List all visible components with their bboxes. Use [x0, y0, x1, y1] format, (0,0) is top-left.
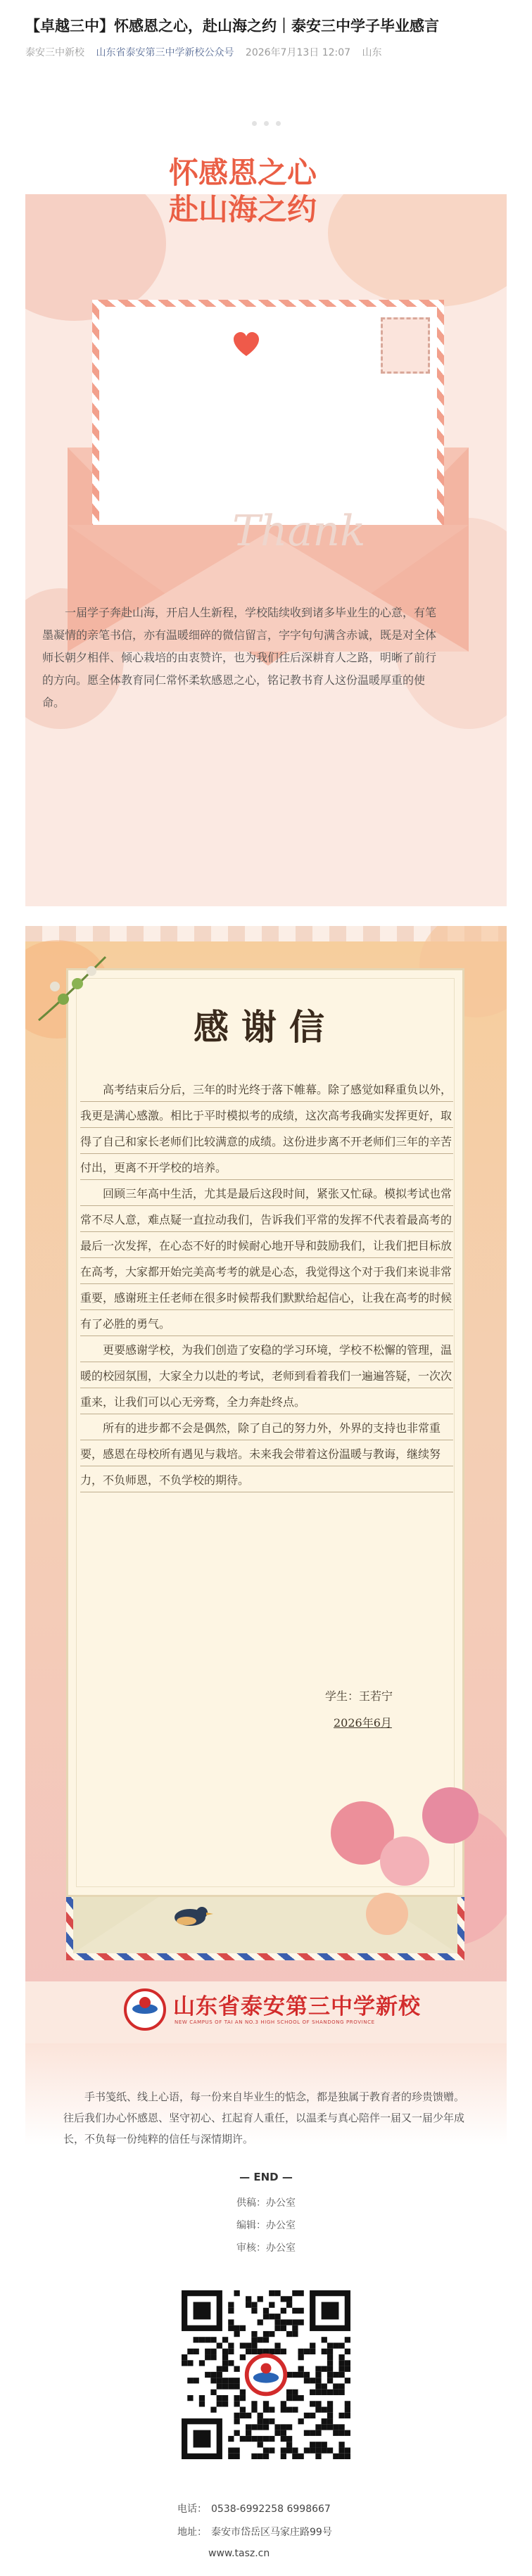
meta-location: 山东 — [362, 47, 382, 58]
qr-code-icon[interactable] — [182, 2290, 350, 2459]
school-logo-icon — [124, 1988, 166, 2031]
stamp-icon — [381, 317, 430, 374]
letter-date: 2026年6月 — [334, 1716, 392, 1730]
letter-heading: 感谢信 — [194, 1006, 337, 1048]
article-meta — [25, 45, 391, 59]
school-name: 山东省泰安第三中学新校 — [173, 1994, 421, 2019]
article-title: 【卓越三中】怀感恩之心，赴山海之约｜泰安三中学子毕业感言 — [25, 18, 439, 34]
school-name-en: NEW CAMPUS OF TAI AN NO.3 HIGH SCHOOL OF SHANDONG PROVINCE — [175, 2019, 375, 2025]
end-marker: — END — — [239, 2171, 293, 2183]
loading-dots — [0, 115, 532, 129]
letter-paragraph: 高考结束后分后，三年的时光终于落下帷幕。除了感觉如释重负以外，我更是满心感激。相比于平时模拟考的成绩，这次高考我确实发挥更好，取得了自己和家长老师们比较满意的成绩。这份进步离不开老师们三年的辛苦付出，更离不开学校的培养。 — [80, 1077, 453, 1181]
heart-icon — [232, 331, 260, 359]
bird-icon — [165, 1900, 215, 1935]
meta-time: 2026年7月13日 12:07 — [245, 47, 351, 58]
banner-title-line2: 赴山海之约 — [168, 192, 317, 227]
letter-signature: 学生：王若宁 — [325, 1689, 393, 1703]
meta-author: 泰安三中新校 — [25, 47, 84, 58]
closing-paragraph: 手书笺纸、线上心语，每一份来自毕业生的惦念，都是独属于教育者的珍贵馈赠。往后我们办心怀感恩、坚守初心、扛起育人重任，以温柔与真心陪伴一届又一届少年成长，不负每一份纯粹的信任与深情期许。 — [63, 2090, 465, 2145]
meta-account-link[interactable]: 山东省泰安第三中学新校公众号 — [96, 47, 234, 58]
credit-line: 供稿：办公室 — [236, 2197, 296, 2209]
banner-title — [67, 155, 419, 228]
letter-body — [80, 1077, 453, 1493]
intro-paragraph: 一届学子奔赴山海，开启人生新程，学校陆续收到诸多毕业生的心意，有笔墨凝情的亲笔书信，亦有温暖细碎的微信留言，字字句句满含赤诚，既是对全体师长朝夕相伴、倾心栽培的由衷赞许，也为我们往后深耕育人之路，明晰了前行的方向。愿全体教育同仁常怀柔软感恩之心，铭记教书育人这份温暖厚重的使命。 — [42, 606, 437, 709]
contact-phone: 电话： 0538-6992258 6998667 — [177, 2504, 331, 2515]
contact-address: 地址： 泰安市岱岳区马家庄路99号 — [177, 2527, 332, 2538]
letter-paragraph: 回顾三年高中生活，尤其是最后这段时间，紧张又忙碌。模拟考试也常常不尽人意，难点疑一直拉动我们，告诉我们平常的发挥不代表着最高考的最后一次发挥，在心态不好的时候耐心地开导和鼓励我们，让我们把目标放在高考，大家都开始完美高考考的就是心态，我觉得这个对于我们来说非常重要，感谢班主任老师在很多时候帮我们默默给起信心，让我在高考的时候有了必胜的勇气。 — [80, 1181, 453, 1337]
letter-paragraph: 更要感谢学校，为我们创造了安稳的学习环境，学校不松懈的管理，温暖的校园氛围，大家全力以赴的考试，老师到看着我们一遍遍答疑，一次次重来，让我们可以心无旁骛，全力奔赴终点。 — [80, 1337, 453, 1415]
thank-watermark: Thank — [232, 507, 366, 556]
credit-line: 编辑：办公室 — [236, 2220, 296, 2231]
contact-website[interactable]: www.tasz.cn — [208, 2548, 270, 2559]
credit-line: 审核：办公室 — [236, 2242, 296, 2254]
letter-paragraph: 所有的进步都不会是偶然，除了自己的努力外，外界的支持也非常重要，感恩在母校所有遇见与栽培。未来我会带着这份温暖与教诲，继续努力，不负师恩，不负学校的期待。 — [80, 1415, 453, 1493]
banner-title-line1: 怀感恩之心 — [168, 156, 317, 190]
